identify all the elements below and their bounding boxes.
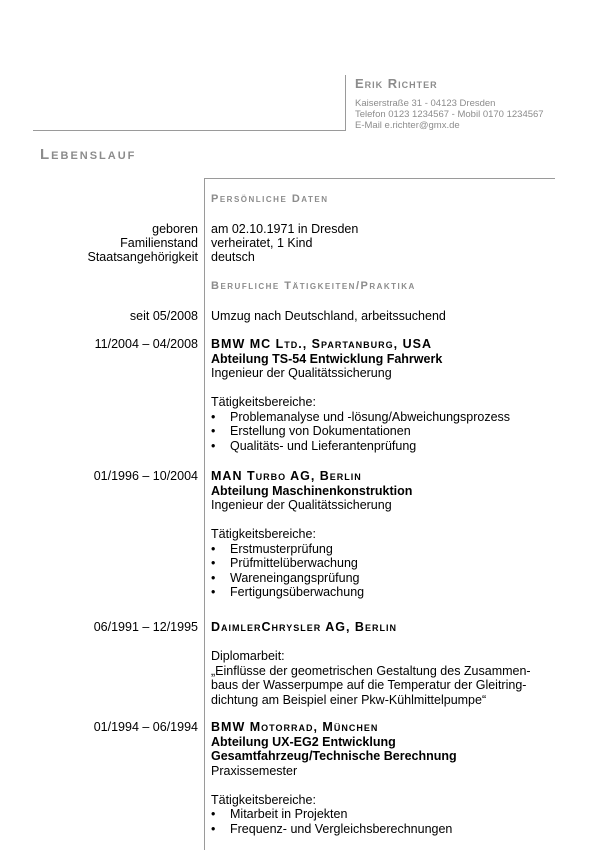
value-nationality: deutsch	[211, 250, 255, 264]
company-name: DaimlerChrysler AG, Berlin	[211, 620, 397, 634]
body-divider-vertical	[204, 178, 205, 850]
header-divider-vertical	[345, 75, 346, 131]
company-name: BMW Motorrad, München	[211, 720, 379, 734]
thesis-line: baus der Wasserpumpe auf die Temperatur der Gleitring-	[211, 678, 527, 692]
entry-date: seit 05/2008	[129, 309, 198, 323]
label-nationality: Staatsangehörigkeit	[87, 250, 198, 264]
department: Abteilung TS-54 Entwicklung Fahrwerk	[211, 351, 443, 366]
task-item: • Problemanalyse und -lösung/Abweichungsprozess	[211, 410, 510, 425]
task-list	[211, 807, 457, 836]
entry-date: 01/1994 – 06/1994	[93, 720, 198, 734]
task-item: • Erstmusterprüfung	[211, 542, 412, 557]
role: Ingenieur der Qualitätssicherung	[211, 498, 392, 512]
value-marital-status: verheiratet, 1 Kind	[211, 236, 313, 250]
task-list	[211, 410, 510, 454]
entry-date: 06/1991 – 12/1995	[93, 620, 198, 634]
section-heading-personal: Persönliche Daten	[211, 193, 329, 205]
task-item: • Frequenz- und Vergleichsberechnungen	[211, 822, 457, 837]
thesis-line: dichtung am Beispiel einer Pkw-Kühlmittelpumpe“	[211, 692, 487, 707]
label-marital-status: Familienstand	[120, 236, 198, 250]
header-divider-horizontal	[33, 130, 346, 131]
task-item: • Fertigungsüberwachung	[211, 585, 412, 600]
task-item: • Prüfmittelüberwachung	[211, 556, 412, 571]
career-entry	[211, 337, 510, 453]
task-item: • Mitarbeit in Projekten	[211, 807, 457, 822]
tasks-label: Tätigkeitsbereiche:	[211, 395, 316, 409]
career-entry	[211, 620, 531, 707]
entry-text: Umzug nach Deutschland, arbeitssuchend	[211, 309, 446, 323]
task-item: • Wareneingangsprüfung	[211, 571, 412, 586]
tasks-label: Tätigkeitsbereiche:	[211, 527, 316, 541]
department: Gesamtfahrzeug/Technische Berechnung	[211, 749, 457, 763]
career-entry	[211, 469, 412, 600]
body-divider-horizontal	[204, 178, 555, 179]
section-heading-career: Berufliche Tätigkeiten/Praktika	[211, 280, 416, 292]
page-title: Lebenslauf	[40, 146, 137, 163]
address: Kaiserstraße 31 - 04123 Dresden	[355, 98, 496, 109]
department: Abteilung Maschinenkonstruktion	[211, 483, 413, 498]
thesis-label: Diplomarbeit:	[211, 649, 285, 663]
entry-date: 11/2004 – 04/2008	[94, 337, 198, 351]
label-born: geboren	[152, 222, 198, 236]
career-entry	[211, 720, 457, 836]
department: Abteilung UX-EG2 Entwicklung	[211, 734, 396, 749]
thesis-line: „Einflüsse der geometrischen Gestaltung des Zusammen-	[211, 663, 531, 678]
tasks-label: Tätigkeitsbereiche:	[211, 792, 316, 807]
company-name: MAN Turbo AG, Berlin	[211, 469, 362, 483]
email: E-Mail e.richter@gmx.de	[355, 120, 460, 131]
task-list	[211, 542, 412, 600]
value-born: am 02.10.1971 in Dresden	[211, 222, 359, 236]
phone: Telefon 0123 1234567 - Mobil 0170 1234567	[355, 109, 544, 120]
candidate-name: Erik Richter	[355, 76, 438, 91]
role: Praxissemester	[211, 763, 298, 778]
entry-date: 01/1996 – 10/2004	[93, 469, 198, 483]
task-item: • Qualitäts- und Lieferantenprüfung	[211, 439, 510, 454]
task-item: • Erstellung von Dokumentationen	[211, 424, 510, 439]
company-name: BMW MC Ltd., Spartanburg, USA	[211, 337, 433, 351]
role: Ingenieur der Qualitätssicherung	[211, 366, 392, 380]
